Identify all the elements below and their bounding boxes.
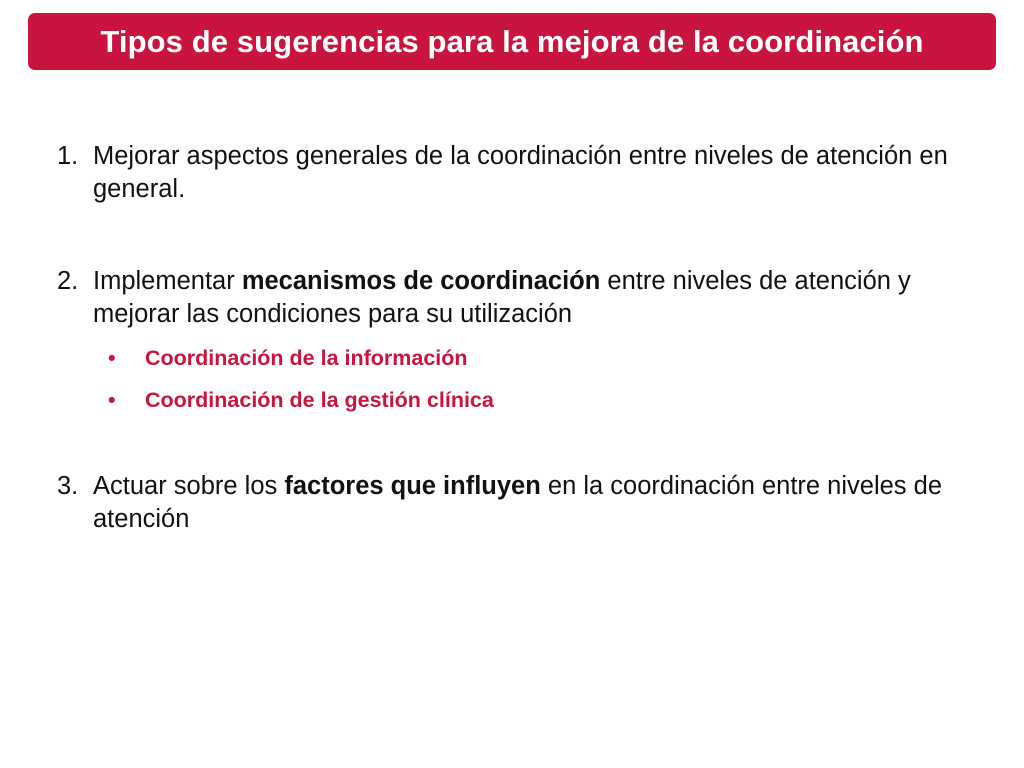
item-text-after: entre niveles de atención y mejorar las condiciones para su utilización: [93, 267, 911, 328]
bullet-icon: •: [108, 346, 116, 370]
item-text-bold: mecanismos de coordinación: [241, 267, 601, 295]
title-bar: [28, 13, 996, 70]
item-number: 1.: [57, 142, 79, 170]
item-text-after: en la coordinación entre niveles de atención: [93, 472, 943, 533]
slide-title: Tipos de sugerencias para la mejora de la coordinación: [100, 23, 924, 59]
sub-item-label: Coordinación de la gestión clínica: [145, 388, 494, 412]
sub-item-2: [108, 386, 494, 414]
item-text: [93, 140, 957, 206]
list-item-1: [57, 140, 957, 206]
item-number: 3.: [57, 472, 79, 500]
list-item-2: [57, 265, 957, 331]
bullet-icon: •: [108, 388, 116, 412]
item-text: [93, 470, 957, 536]
item-text: [93, 265, 957, 331]
item-text-bold: factores que influyen: [284, 472, 541, 500]
item-text-before: Actuar sobre los: [93, 472, 285, 500]
sub-item-label: Coordinación de la información: [145, 346, 468, 370]
item-text-before: Implementar: [93, 267, 242, 295]
item-number: 2.: [57, 267, 79, 295]
item-text-before: Mejorar aspectos generales de la coordinación entre niveles de atención en general.: [93, 142, 948, 203]
list-item-3: [57, 470, 957, 536]
sub-item-1: [108, 344, 468, 372]
